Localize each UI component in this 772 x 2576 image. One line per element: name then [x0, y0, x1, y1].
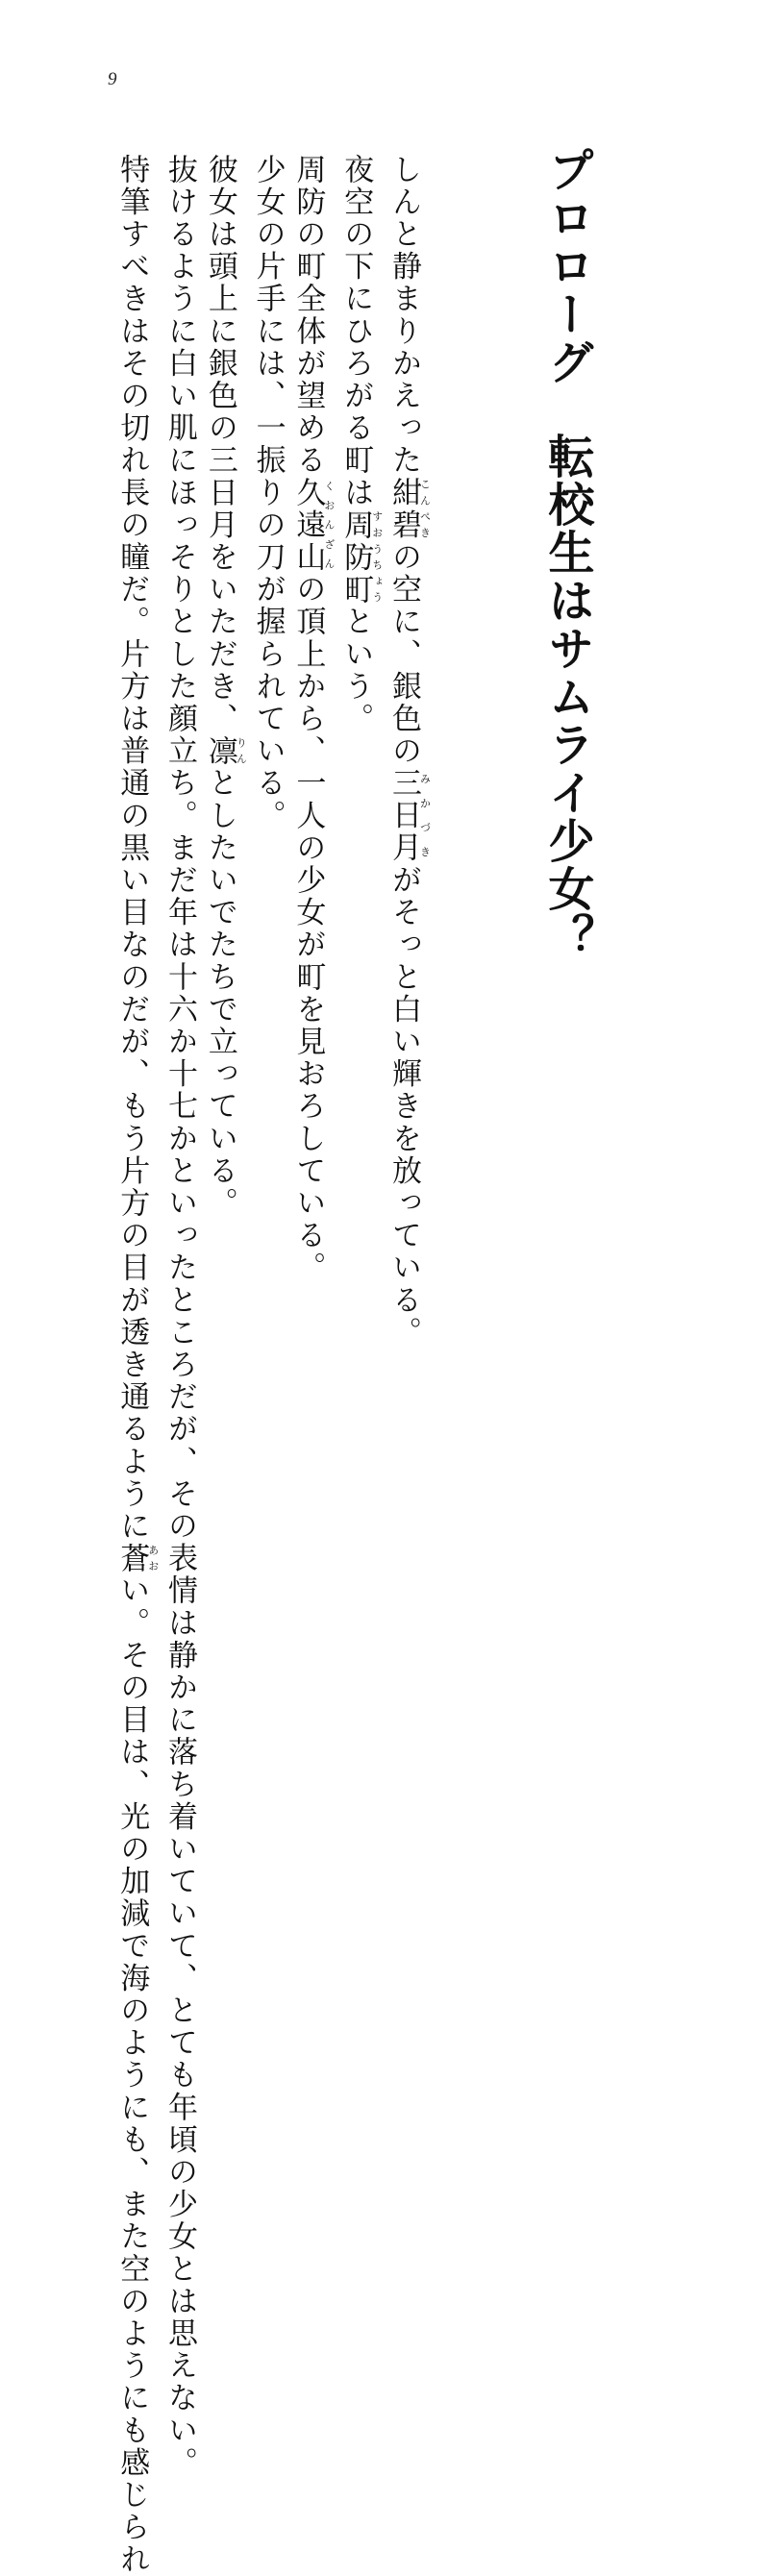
text-run: 特筆すべきはその切れ長の瞳だ。片方は普通の黒い目なのだが、もう片方の目が透き通るように: [114, 154, 150, 1543]
chapter-title-prologue: プロローグ: [540, 146, 594, 386]
ruby-annotated-word: 凛りん: [202, 734, 248, 768]
text-run: がそっと白い輝きを放っている。: [386, 864, 421, 1350]
chapter-title: [534, 146, 601, 961]
body-text: [111, 154, 432, 2576]
text-run: 抜けるように白い肌にほっそりとした顔立ち。まだ年は十六か十七かといったところだが、その表情は静かに落ち着いていて、とても年頃の少女とは思えない。: [162, 154, 198, 2480]
ruby-annotated-word: 紺碧こんぺき: [386, 477, 432, 542]
chapter-title-main: 転校生はサムライ少女？: [540, 433, 594, 961]
text-run: という。: [338, 606, 374, 735]
ruby-reading: みかづき: [418, 767, 432, 865]
page-number: 9: [108, 69, 117, 89]
ruby-reading: すおうちょう: [370, 508, 384, 607]
ruby-annotated-word: 周防町すおうちょう: [338, 508, 384, 607]
text-run: としたいでたちで立っている。: [202, 767, 237, 1220]
paragraph: [383, 154, 432, 1350]
ruby-annotated-word: 三日月みかづき: [386, 767, 432, 865]
paragraph: [199, 154, 248, 1220]
text-run: の頂上から、一人の少女が町を見おろしている。: [290, 573, 326, 1285]
ruby-reading: こんぺき: [418, 477, 432, 542]
paragraph: [159, 154, 199, 2480]
text-run: い。その目は、光の加減で海のようにも、また空のようにも感じられ: [114, 1574, 150, 2576]
ruby-reading: りん: [235, 734, 248, 768]
text-run: しんと静まりかえった: [386, 154, 421, 477]
paragraph: [247, 154, 287, 1125]
ruby-annotated-word: 久遠山くおんざん: [290, 477, 336, 574]
paragraph: [111, 154, 160, 2576]
text-run: の空に、銀色の: [386, 541, 421, 768]
ruby-annotated-word: 蒼あお: [114, 1542, 160, 1575]
text-run: 周防の町全体が望める: [290, 154, 326, 477]
paragraph: [335, 154, 383, 1125]
text-run: 少女の片手には、一振りの刀が握られている。: [250, 154, 286, 832]
paragraph: [287, 154, 336, 1285]
text-run: 夜空の下にひろがる町は: [338, 154, 374, 509]
text-run: 彼女は頭上に銀色の三日月をいただき、: [202, 154, 237, 735]
ruby-reading: くおんざん: [322, 477, 336, 574]
ruby-reading: あお: [146, 1542, 160, 1575]
